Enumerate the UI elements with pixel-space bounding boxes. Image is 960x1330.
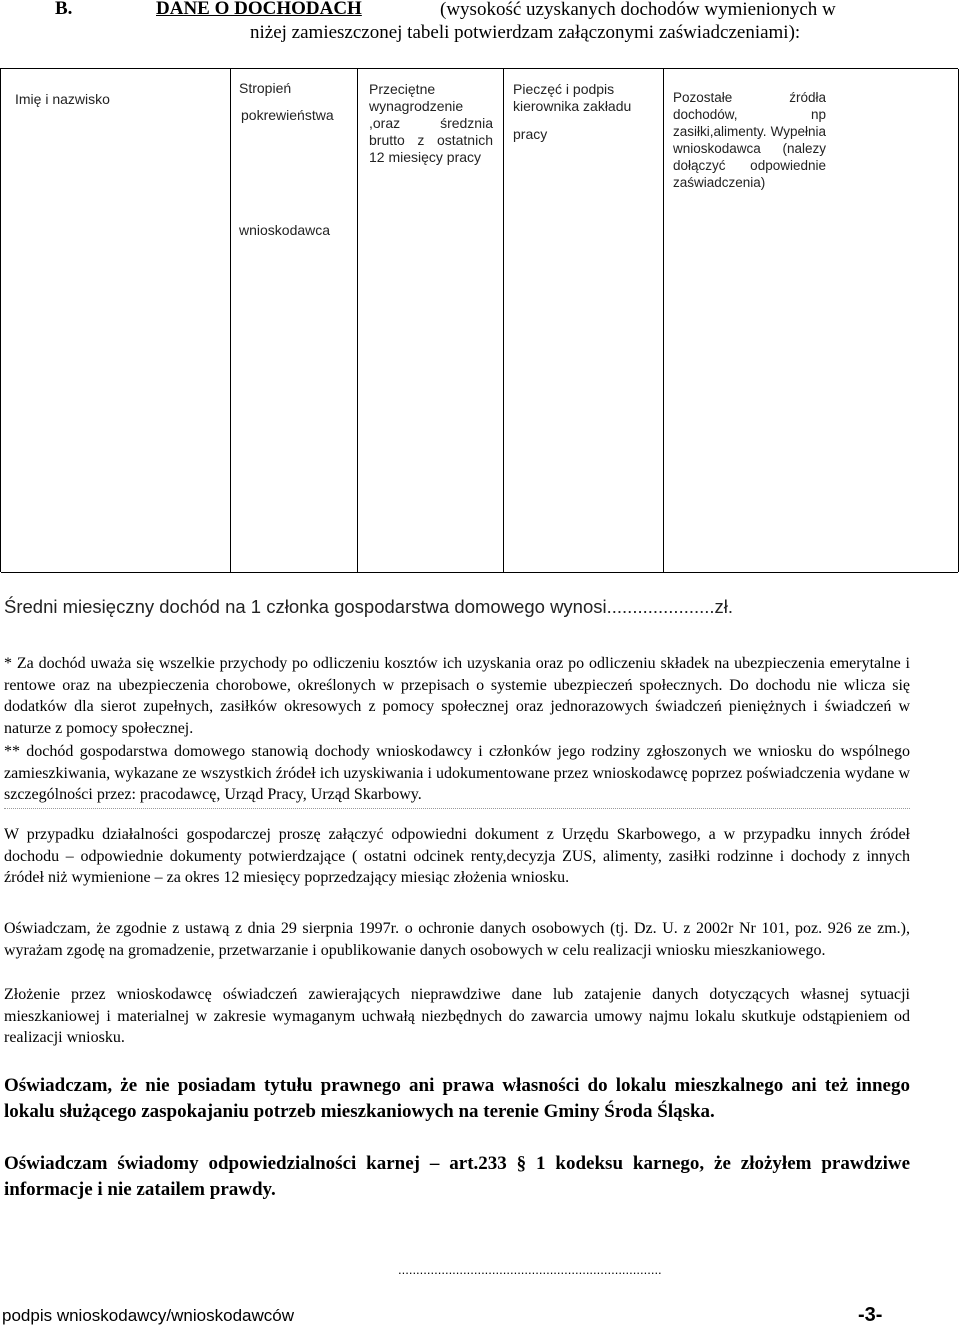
header-salary: Przeciętne wynagrodzenie ,oraz średznia brutto z ostatnich 12 miesięcy pracy: [369, 81, 493, 165]
header-name: Imię i nazwisko: [15, 91, 110, 107]
household-income-note: ** dochód gospodarstwa domowego stanowią dochody wnioskodawcy i członków jego rodziny zgłoszonych we wniosku do wspólnego zamieszkiwania, wykazane ze wszystkich źródeł ich uzyskiwania i udokumentowane przez wnioskodawcę poprzez poświadczenia wydane w szczególności przez: pracodawcę, Urząd Pracy, Urząd Skarbowy.: [4, 743, 910, 804]
average-income-line: Średni miesięczny dochód na 1 członka gospodarstwa domowego wynosi.....................zł.: [4, 596, 734, 617]
table-divider: [357, 69, 358, 572]
signature-label: podpis wnioskodawcy/wnioskodawców: [2, 1306, 294, 1325]
header-relation: Stropień: [239, 80, 292, 96]
dotted-separator: [4, 808, 910, 809]
signature-line: .........................................................................: [398, 1262, 662, 1277]
ownership-declaration: Oświadczam, że nie posiadam tytułu prawnego ani prawa własności do lokalu mieszkalnego ani też innego lokalu służącego zaspokajaniu potrzeb mieszkaniowych na terenie Gminy Środa Śląska.: [4, 1075, 910, 1122]
business-activity-paragraph: W przypadku działalności gospodarczej proszę załączyć odpowiedni dokument z Urzędu Skarbowego, a w przypadku innych źródeł dochodu – odpowiednie dokumenty potwierdzające ( ostatni odcinek renty,decyzja ZUS, alimenty, zasiłki rodzinne i dochody z innych źródeł niż wymienione – za okres 12 miesięcy poprzedzający miesiąc złożenia wniosku.: [4, 826, 910, 887]
header-other-income: Pozostałe źródła dochodów, np zasiłki,alimenty. Wypełnia wnioskodawca (nalezy dołączyć odpowiednie zaświadczenia): [673, 90, 826, 190]
table-divider: [663, 69, 664, 572]
section-letter: B.: [55, 0, 73, 19]
page-number: -3-: [858, 1304, 883, 1326]
header-stamp: Pieczęć i podpis kierownika zakładu: [513, 81, 632, 114]
section-subtitle-line1: (wysokość uzyskanych dochodów wymienionych w: [440, 0, 836, 20]
income-definition-note: * Za dochód uważa się wszelkie przychody po odliczeniu kosztów ich uzyskania oraz po odliczeniu składek na ubezpieczenia emerytalne i rentowe oraz na ubezpieczenia chorobowe, określonych w przepisach o systemie ubezpieczeń społecznych. Do dochodu nie wlicza się dodatków dla sierot zupełnych, zasiłków okresowych z pomocy społecznej oraz jednorazowych świadczeń pieniężnych i świadczeń w naturze z pomocy społecznej.: [4, 655, 910, 738]
header-stamp-2: pracy: [513, 126, 548, 142]
table-divider: [958, 69, 959, 572]
income-table: [0, 68, 958, 572]
criminal-liability-declaration: Oświadczam świadomy odpowiedzialności karnej – art.233 § 1 kodeksu karnego, że złożyłem prawdziwe informacje i nie zatailem prawdy.: [4, 1153, 910, 1200]
table-divider: [230, 69, 231, 572]
section-title: DANE O DOCHODACH: [156, 0, 362, 19]
header-relation-2: pokrewieństwa: [241, 107, 334, 123]
table-divider: [503, 69, 504, 572]
false-statement-paragraph: Złożenie przez wnioskodawcę oświadczeń zawierających nieprawdziwe dane lub zatajenie danych dotyczących własnej sytuacji mieszkaniowej i materialnej w zakresie wymaganym uchwałą niezbędnych do zawarcia umowy najmu lokalu skutkuje odstąpieniem od realizacji wniosku.: [4, 986, 910, 1047]
section-subtitle-line2: niżej zamieszczonej tabeli potwierdzam załączonymi zaświadczeniami):: [250, 22, 801, 43]
header-relation-3: wnioskodawca: [239, 222, 331, 238]
table-divider: [1, 572, 958, 573]
data-consent-paragraph: Oświadczam, że zgodnie z ustawą z dnia 29 sierpnia 1997r. o ochronie danych osobowych (tj. Dz. U. z 2002r Nr 101, poz. 926 ze zm.), wyrażam zgodę na gromadzenie, przetwarzanie i opublikowanie danych osobowych w celu realizacji wniosku mieszkaniowego.: [4, 920, 910, 959]
